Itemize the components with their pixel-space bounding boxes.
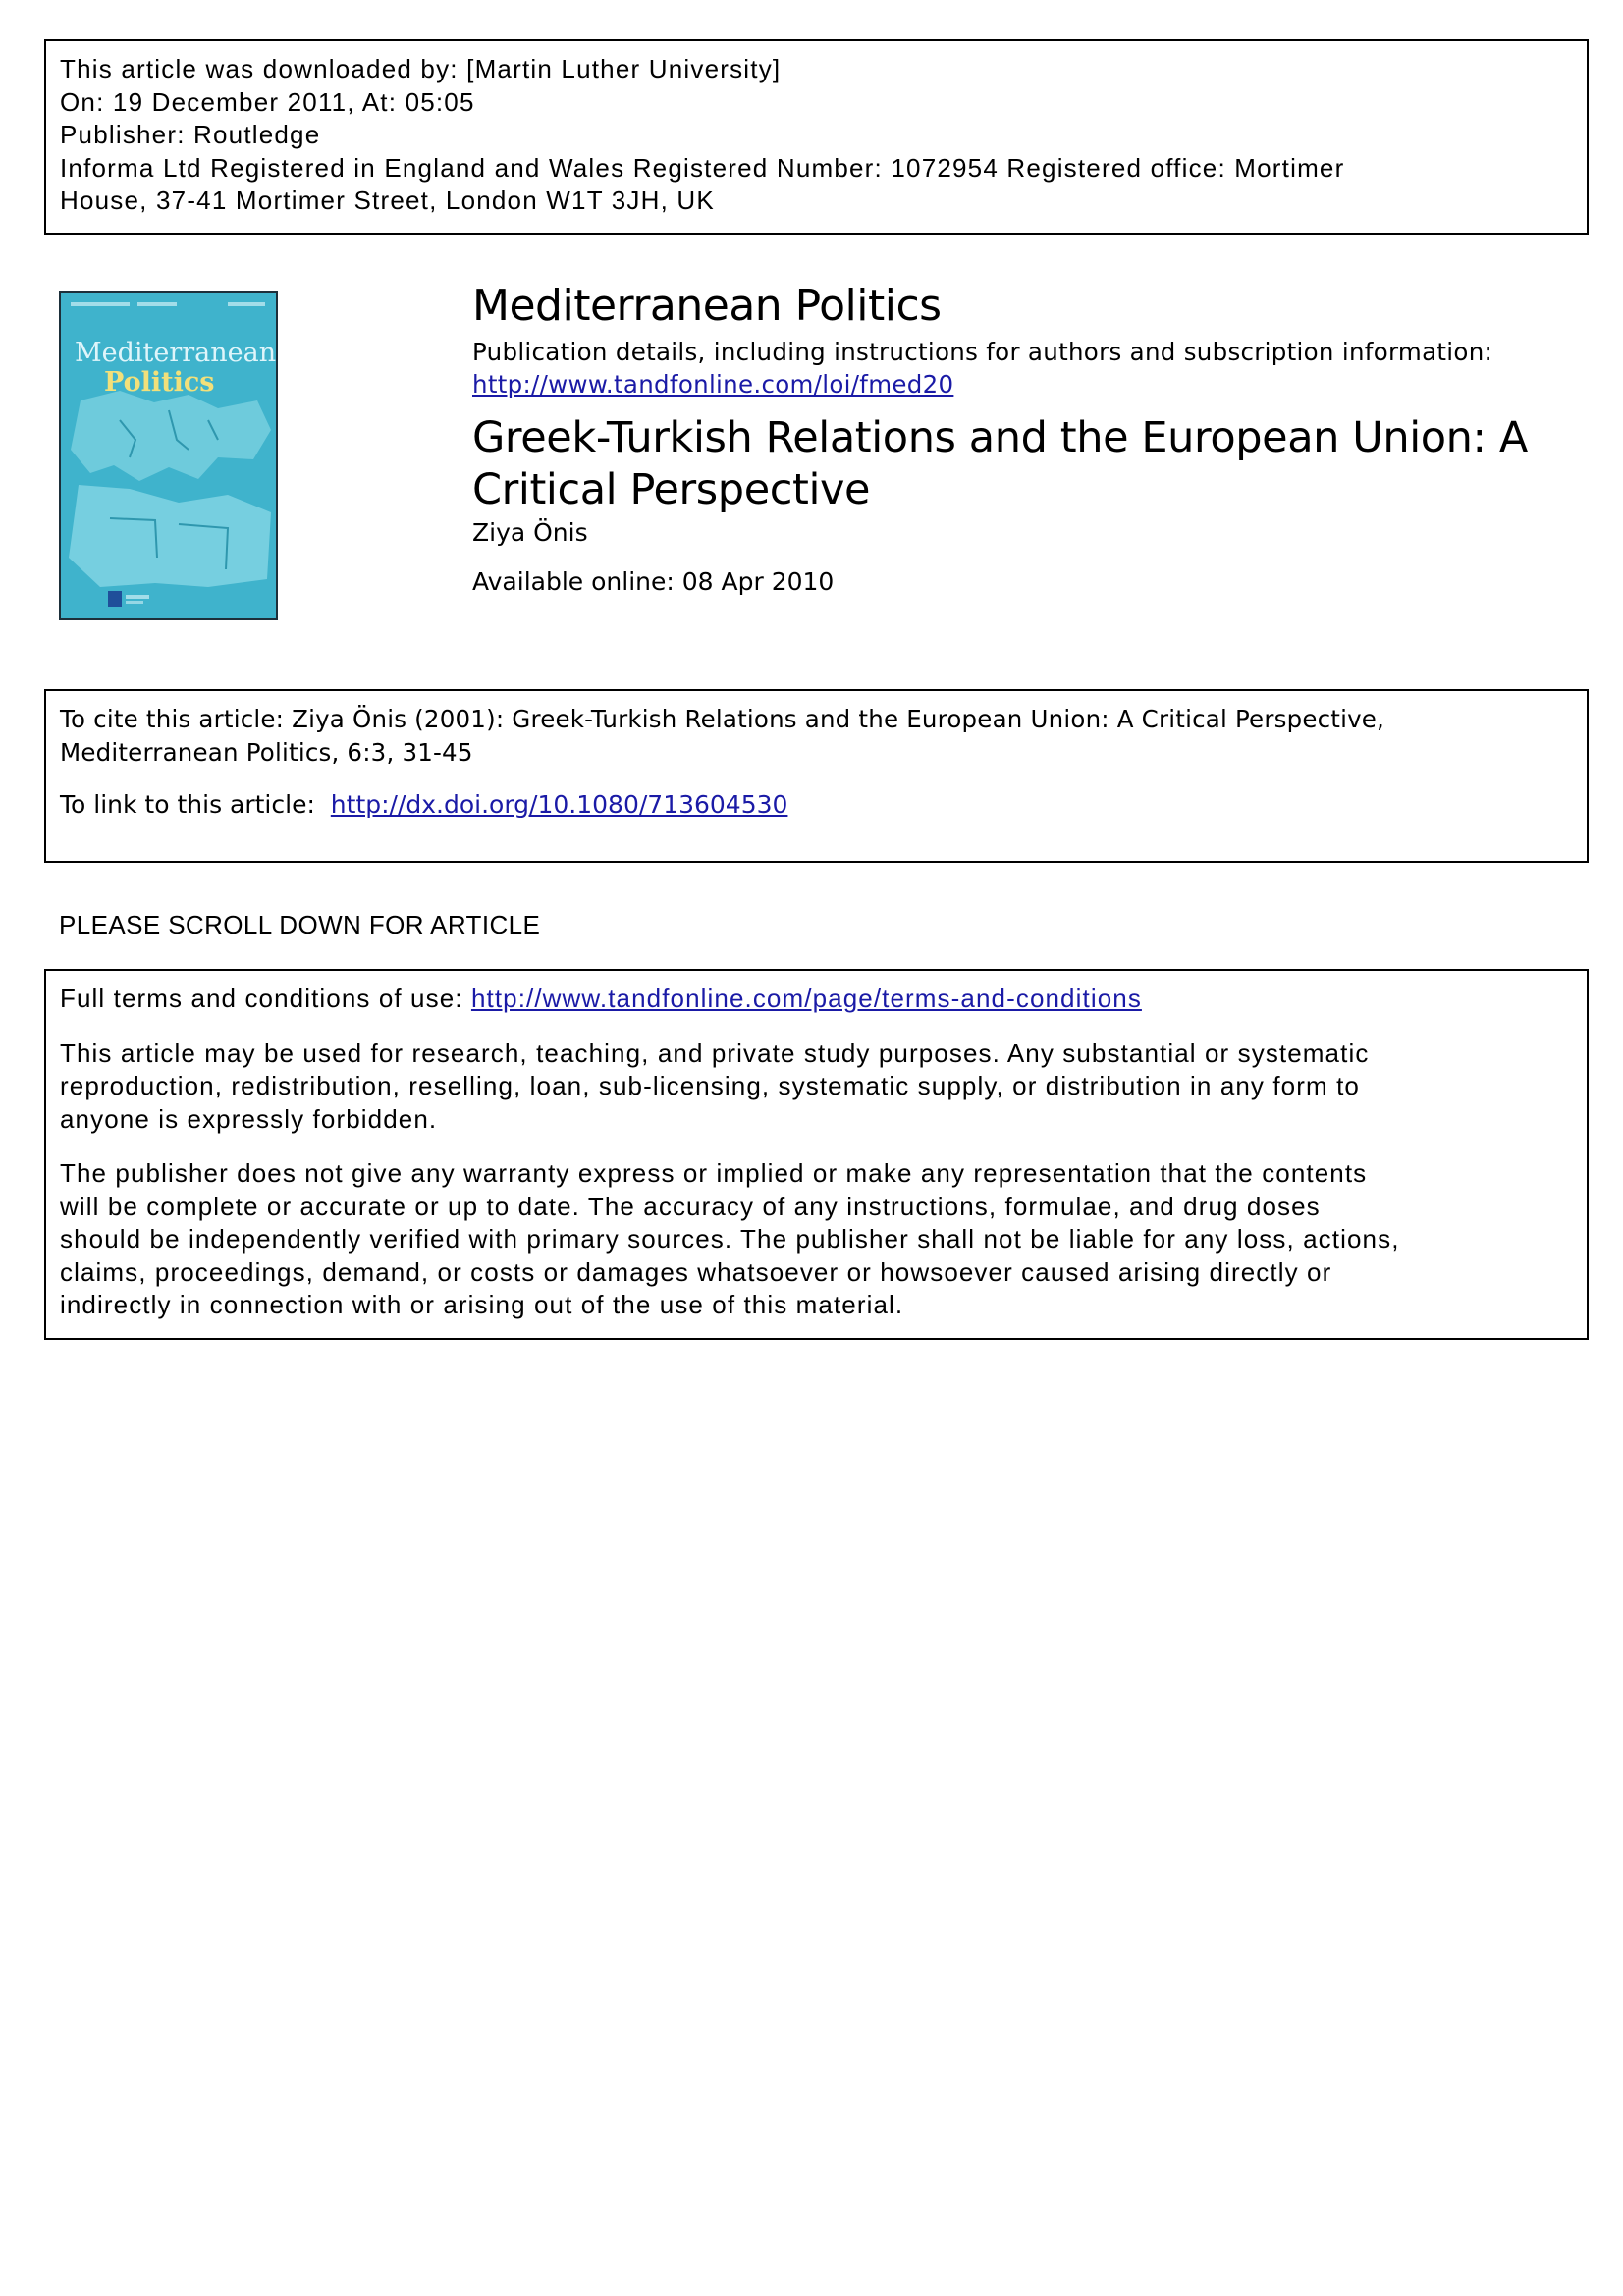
article-title-line2: Critical Perspective bbox=[472, 465, 871, 514]
disclaimer-paragraph bbox=[60, 1157, 1573, 1322]
terms-box bbox=[44, 969, 1589, 1340]
doi-link[interactable]: http://dx.doi.org/10.1080/713604530 bbox=[330, 790, 788, 819]
available-online-date: Available online: 08 Apr 2010 bbox=[472, 567, 835, 596]
registration-line: Informa Ltd Registered in England and Wales Registered Number: 1072954 Registered office: Mortimer bbox=[60, 152, 1345, 183]
article-author: Ziya Önis bbox=[472, 518, 588, 547]
disclaimer-line: should be independently verified with primary sources. The publisher shall not be liable for any loss, actions, bbox=[60, 1224, 1400, 1254]
article-link-row bbox=[60, 788, 1573, 822]
journal-url-link[interactable]: http://www.tandfonline.com/loi/fmed20 bbox=[472, 370, 954, 399]
journal-cover-image bbox=[59, 291, 278, 620]
disclaimer-line: indirectly in connection with or arising out of the use of this material. bbox=[60, 1290, 904, 1319]
disclaimer-line: claims, proceedings, demand, or costs or damages whatsoever or howsoever caused arising directly or bbox=[60, 1256, 1332, 1287]
usage-line: anyone is expressly forbidden. bbox=[60, 1103, 438, 1134]
article-link-label: To link to this article: bbox=[60, 790, 315, 819]
article-header bbox=[472, 277, 1582, 599]
terms-link-row bbox=[60, 983, 1573, 1016]
article-title bbox=[472, 412, 1582, 516]
publisher-logo-icon bbox=[108, 591, 122, 607]
citation-line1: To cite this article: Ziya Önis (2001): Greek-Turkish Relations and the European Union: A Critical Perspective, bbox=[60, 705, 1385, 733]
usage-paragraph bbox=[60, 1038, 1573, 1137]
terms-label: Full terms and conditions of use: bbox=[60, 984, 463, 1013]
journal-title: Mediterranean Politics bbox=[472, 281, 942, 331]
download-info-box bbox=[44, 39, 1589, 235]
citation-box bbox=[44, 689, 1589, 863]
cover-title-line2: Politics bbox=[104, 367, 215, 398]
publisher-line: Publisher: Routledge bbox=[60, 120, 321, 149]
disclaimer-line: will be complete or accurate or up to date. The accuracy of any instructions, formulae, and drug doses bbox=[60, 1191, 1321, 1221]
article-title-line1: Greek-Turkish Relations and the European Union: A bbox=[472, 413, 1528, 462]
cover-title-line1: Mediterranean bbox=[75, 338, 276, 368]
publication-details: Publication details, including instructions for authors and subscription information: bbox=[472, 338, 1493, 366]
usage-line: This article may be used for research, teaching, and private study purposes. Any substantial or systematic bbox=[60, 1038, 1370, 1068]
cover-map-illustration bbox=[61, 293, 276, 618]
terms-url-link[interactable]: http://www.tandfonline.com/page/terms-and-conditions bbox=[470, 984, 1142, 1013]
disclaimer-line: The publisher does not give any warranty express or implied or make any representation that the contents bbox=[60, 1158, 1368, 1188]
address-line: House, 37-41 Mortimer Street, London W1T 3JH, UK bbox=[60, 186, 715, 215]
citation-line2: Mediterranean Politics, 6:3, 31-45 bbox=[60, 737, 473, 767]
usage-line: reproduction, redistribution, reselling, loan, sub-licensing, systematic supply, or distribution in any form to bbox=[60, 1071, 1360, 1100]
scroll-notice: PLEASE SCROLL DOWN FOR ARTICLE bbox=[59, 910, 541, 939]
download-line: This article was downloaded by: [Martin Luther University] bbox=[60, 54, 782, 83]
download-date-line: On: 19 December 2011, At: 05:05 bbox=[60, 86, 475, 117]
